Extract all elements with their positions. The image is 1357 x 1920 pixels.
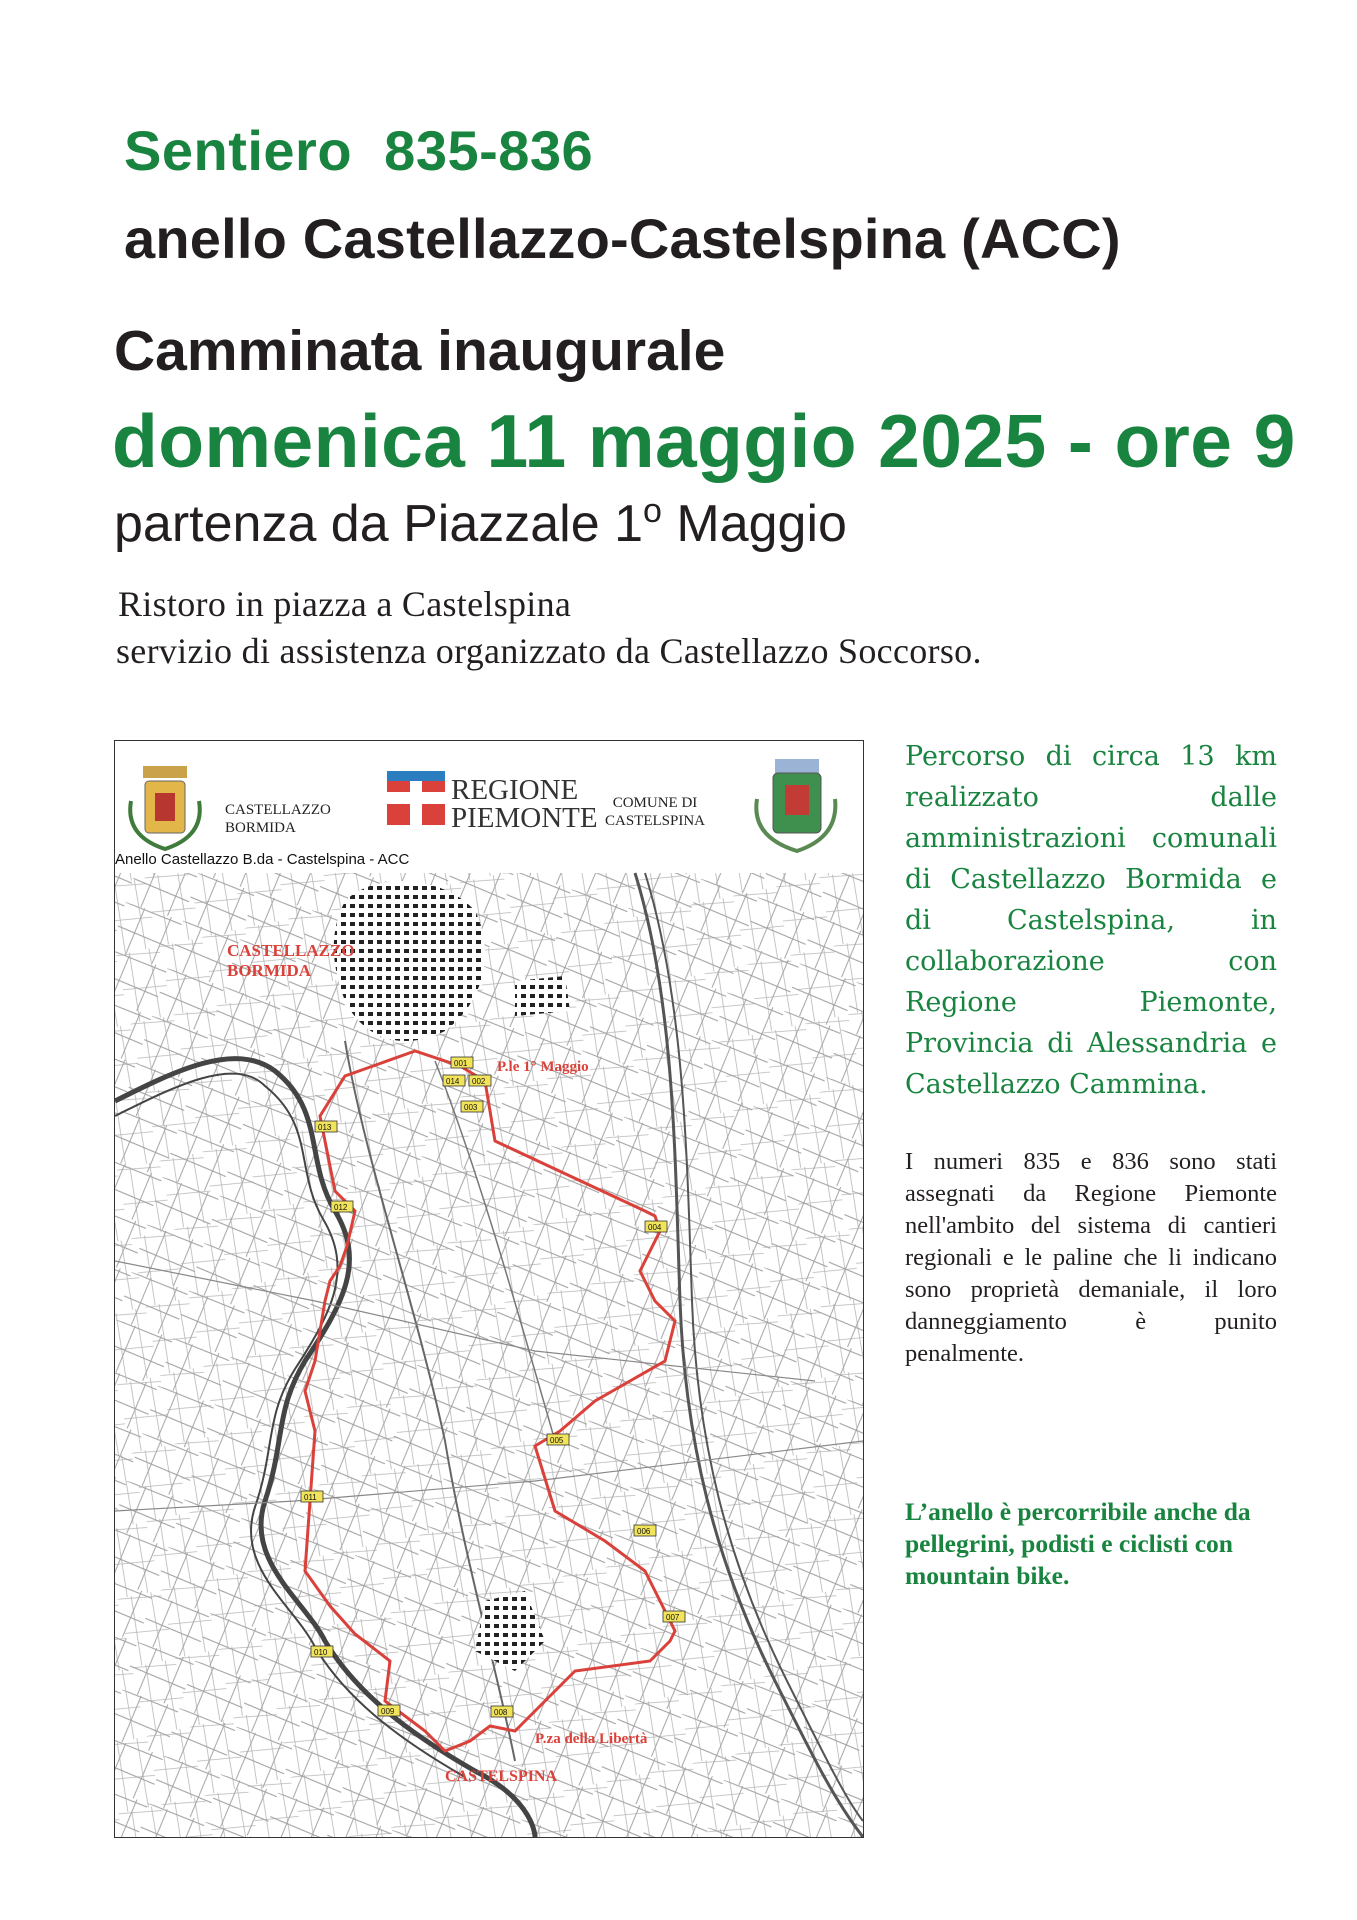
logo-castelspina-label: COMUNE DI (612, 795, 698, 811)
refreshment-info (116, 581, 982, 675)
logo-regione-piemonte (387, 771, 445, 825)
assistance-line: servizio di assistenza organizzato da Castellazzo Soccorso. (116, 631, 982, 671)
svg-text:010: 010 (314, 1648, 328, 1657)
svg-text:005: 005 (550, 1436, 564, 1445)
svg-text:013: 013 (318, 1123, 332, 1132)
logo-regione-label-2: PIEMONTE (451, 802, 598, 834)
logo-castellazzo (130, 766, 200, 849)
departure-text: partenza da Piazzale 1 (114, 495, 644, 553)
trail-number-notice: I numeri 835 e 836 sono stati assegnati da Regione Piemonte nell'ambito del sistema di cantieri regionali e le paline che li indicano sono proprietà demaniale, il loro danneggiamento è punito penalmente. (905, 1148, 1277, 1367)
svg-text:007: 007 (666, 1613, 680, 1622)
refreshment-line: Ristoro in piazza a Castelspina (118, 584, 572, 624)
route-map (114, 740, 864, 1838)
route-map-svg (115, 741, 863, 1837)
event-title: Camminata inaugurale (114, 319, 726, 383)
map-body (115, 873, 863, 1837)
trail-number-title: Sentiero 835-836 (124, 119, 594, 182)
departure-info (114, 494, 847, 554)
svg-text:003: 003 (464, 1103, 478, 1112)
label-start: P.le 1° Maggio (497, 1059, 589, 1075)
logo-regione-label: REGIONE (451, 774, 579, 806)
departure-sup: o (643, 492, 662, 530)
label-bormida: BORMIDA (227, 961, 312, 980)
svg-text:004: 004 (648, 1223, 662, 1232)
label-castellazzo: CASTELLAZZO (227, 941, 355, 960)
label-end: P.za della Libertà (535, 1731, 648, 1747)
map-title: Anello Castellazzo B.da - Castelspina - ACC (115, 851, 410, 868)
svg-text:008: 008 (494, 1708, 508, 1717)
logo-castelspina-label-2: CASTELSPINA (604, 813, 706, 829)
svg-text:014: 014 (446, 1077, 460, 1086)
svg-text:006: 006 (637, 1527, 651, 1536)
trail-name-title: anello Castellazzo-Castelspina (ACC) (124, 207, 1121, 270)
departure-text-end: Maggio (661, 495, 847, 553)
svg-text:011: 011 (304, 1493, 317, 1502)
event-date: domenica 11 maggio 2025 - ore 9 (112, 399, 1296, 483)
logo-castelspina (756, 759, 835, 851)
label-castelspina: CASTELSPINA (445, 1768, 558, 1785)
svg-text:009: 009 (381, 1707, 395, 1716)
logo-castellazzo-label: CASTELLAZZO (225, 802, 331, 818)
logo-castellazzo-label-2: BORMIDA (225, 820, 296, 836)
svg-text:012: 012 (334, 1203, 348, 1212)
route-description: Percorso di circa 13 km realizzato dalle amministrazioni comunali di Castellazzo Bormida e di Castelspina, in collaborazione con Regione Piemonte, Provincia di Alessandria e Castellazzo Cammina. (905, 741, 1277, 1100)
svg-text:001: 001 (454, 1059, 468, 1068)
svg-text:002: 002 (472, 1077, 486, 1086)
trail-accessibility-note: L’anello è percorribile anche da pellegrini, podisti e ciclisti con mountain bike. (905, 1497, 1251, 1590)
